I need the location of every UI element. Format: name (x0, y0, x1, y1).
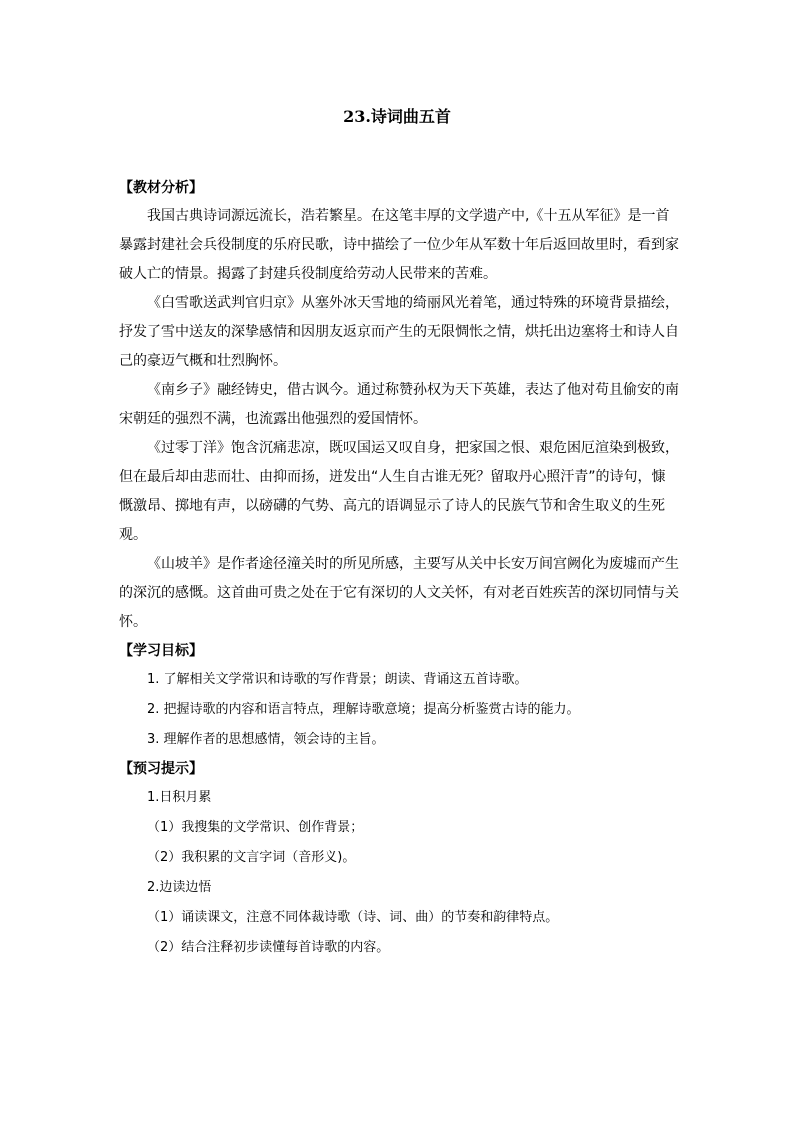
section-heading-analysis: 【教材分析】 (119, 180, 203, 196)
section-heading-goals: 【学习目标】 (119, 643, 203, 659)
analysis-paragraph: 《白雪歌送武判官归京》从塞外冰天雪地的绮丽风光着笔，通过特殊的环境背景描绘，抒发了雪中送友的深挚感情和因朋友返京而产生的无限惆怅之情，烘托出边塞将士和诗人自己的豪迈气概和壮烈胸怀。 (119, 295, 679, 369)
goal-item: 2. 把握诗歌的内容和语言特点，理解诗歌意境；提高分析鉴赏古诗的能力。 (147, 702, 580, 717)
page-title: 23.诗词曲五首 (343, 107, 451, 126)
preview-item: （2）我积累的文言字词（音形义)。 (147, 850, 356, 865)
goal-item: 1. 了解相关文学常识和诗歌的写作背景；朗读、背诵这五首诗歌。 (147, 672, 528, 687)
preview-item: （2）结合注释初步读懂每首诗歌的内容。 (147, 940, 390, 955)
preview-item: 1.日积月累 (147, 790, 212, 805)
preview-item: （1）我搜集的文学常识、创作背景； (147, 820, 364, 835)
analysis-paragraph: 《山坡羊》是作者途径潼关时的所见所感，主要写从关中长安万间宫阙化为废墟而产生的深沉的感慨。这首曲可贵之处在于它有深切的人文关怀，有对老百姓疾苦的深切同情与关怀。 (119, 556, 679, 630)
document-body (119, 174, 679, 963)
analysis-paragraph: 《南乡子》融经铸史，借古讽今。通过称赞孙权为天下英雄，表达了他对苟且偷安的南宋朝廷的强烈不满，也流露出他强烈的爱国情怀。 (119, 382, 679, 427)
preview-item: 2.边读边悟 (147, 880, 212, 895)
preview-item: （1）诵读课文，注意不同体裁诗歌（诗、词、曲）的节奏和韵律特点。 (147, 910, 559, 925)
analysis-paragraph: 《过零丁洋》饱含沉痛悲凉，既叹国运又叹自身，把家国之恨、艰危困厄渲染到极致，但在最后却由悲而壮、由抑而扬，迸发出“人生自古谁无死？留取丹心照汗青”的诗句，慷慨激昂、掷地有声，以磅礴的气势、高亢的语调显示了诗人的民族气节和舍生取义的生死观。 (119, 440, 679, 543)
analysis-paragraph: 我国古典诗词源远流长，浩若繁星。在这笔丰厚的文学遗产中,《十五从军征》是一首暴露封建社会兵役制度的乐府民歌，诗中描绘了一位少年从军数十年后返回故里时，看到家破人亡的情景。揭露了封建兵役制度给劳动人民带来的苦难。 (119, 208, 679, 282)
section-heading-preview: 【预习提示】 (119, 761, 203, 777)
goal-item: 3. 理解作者的思想感情，领会诗的主旨。 (147, 732, 385, 747)
